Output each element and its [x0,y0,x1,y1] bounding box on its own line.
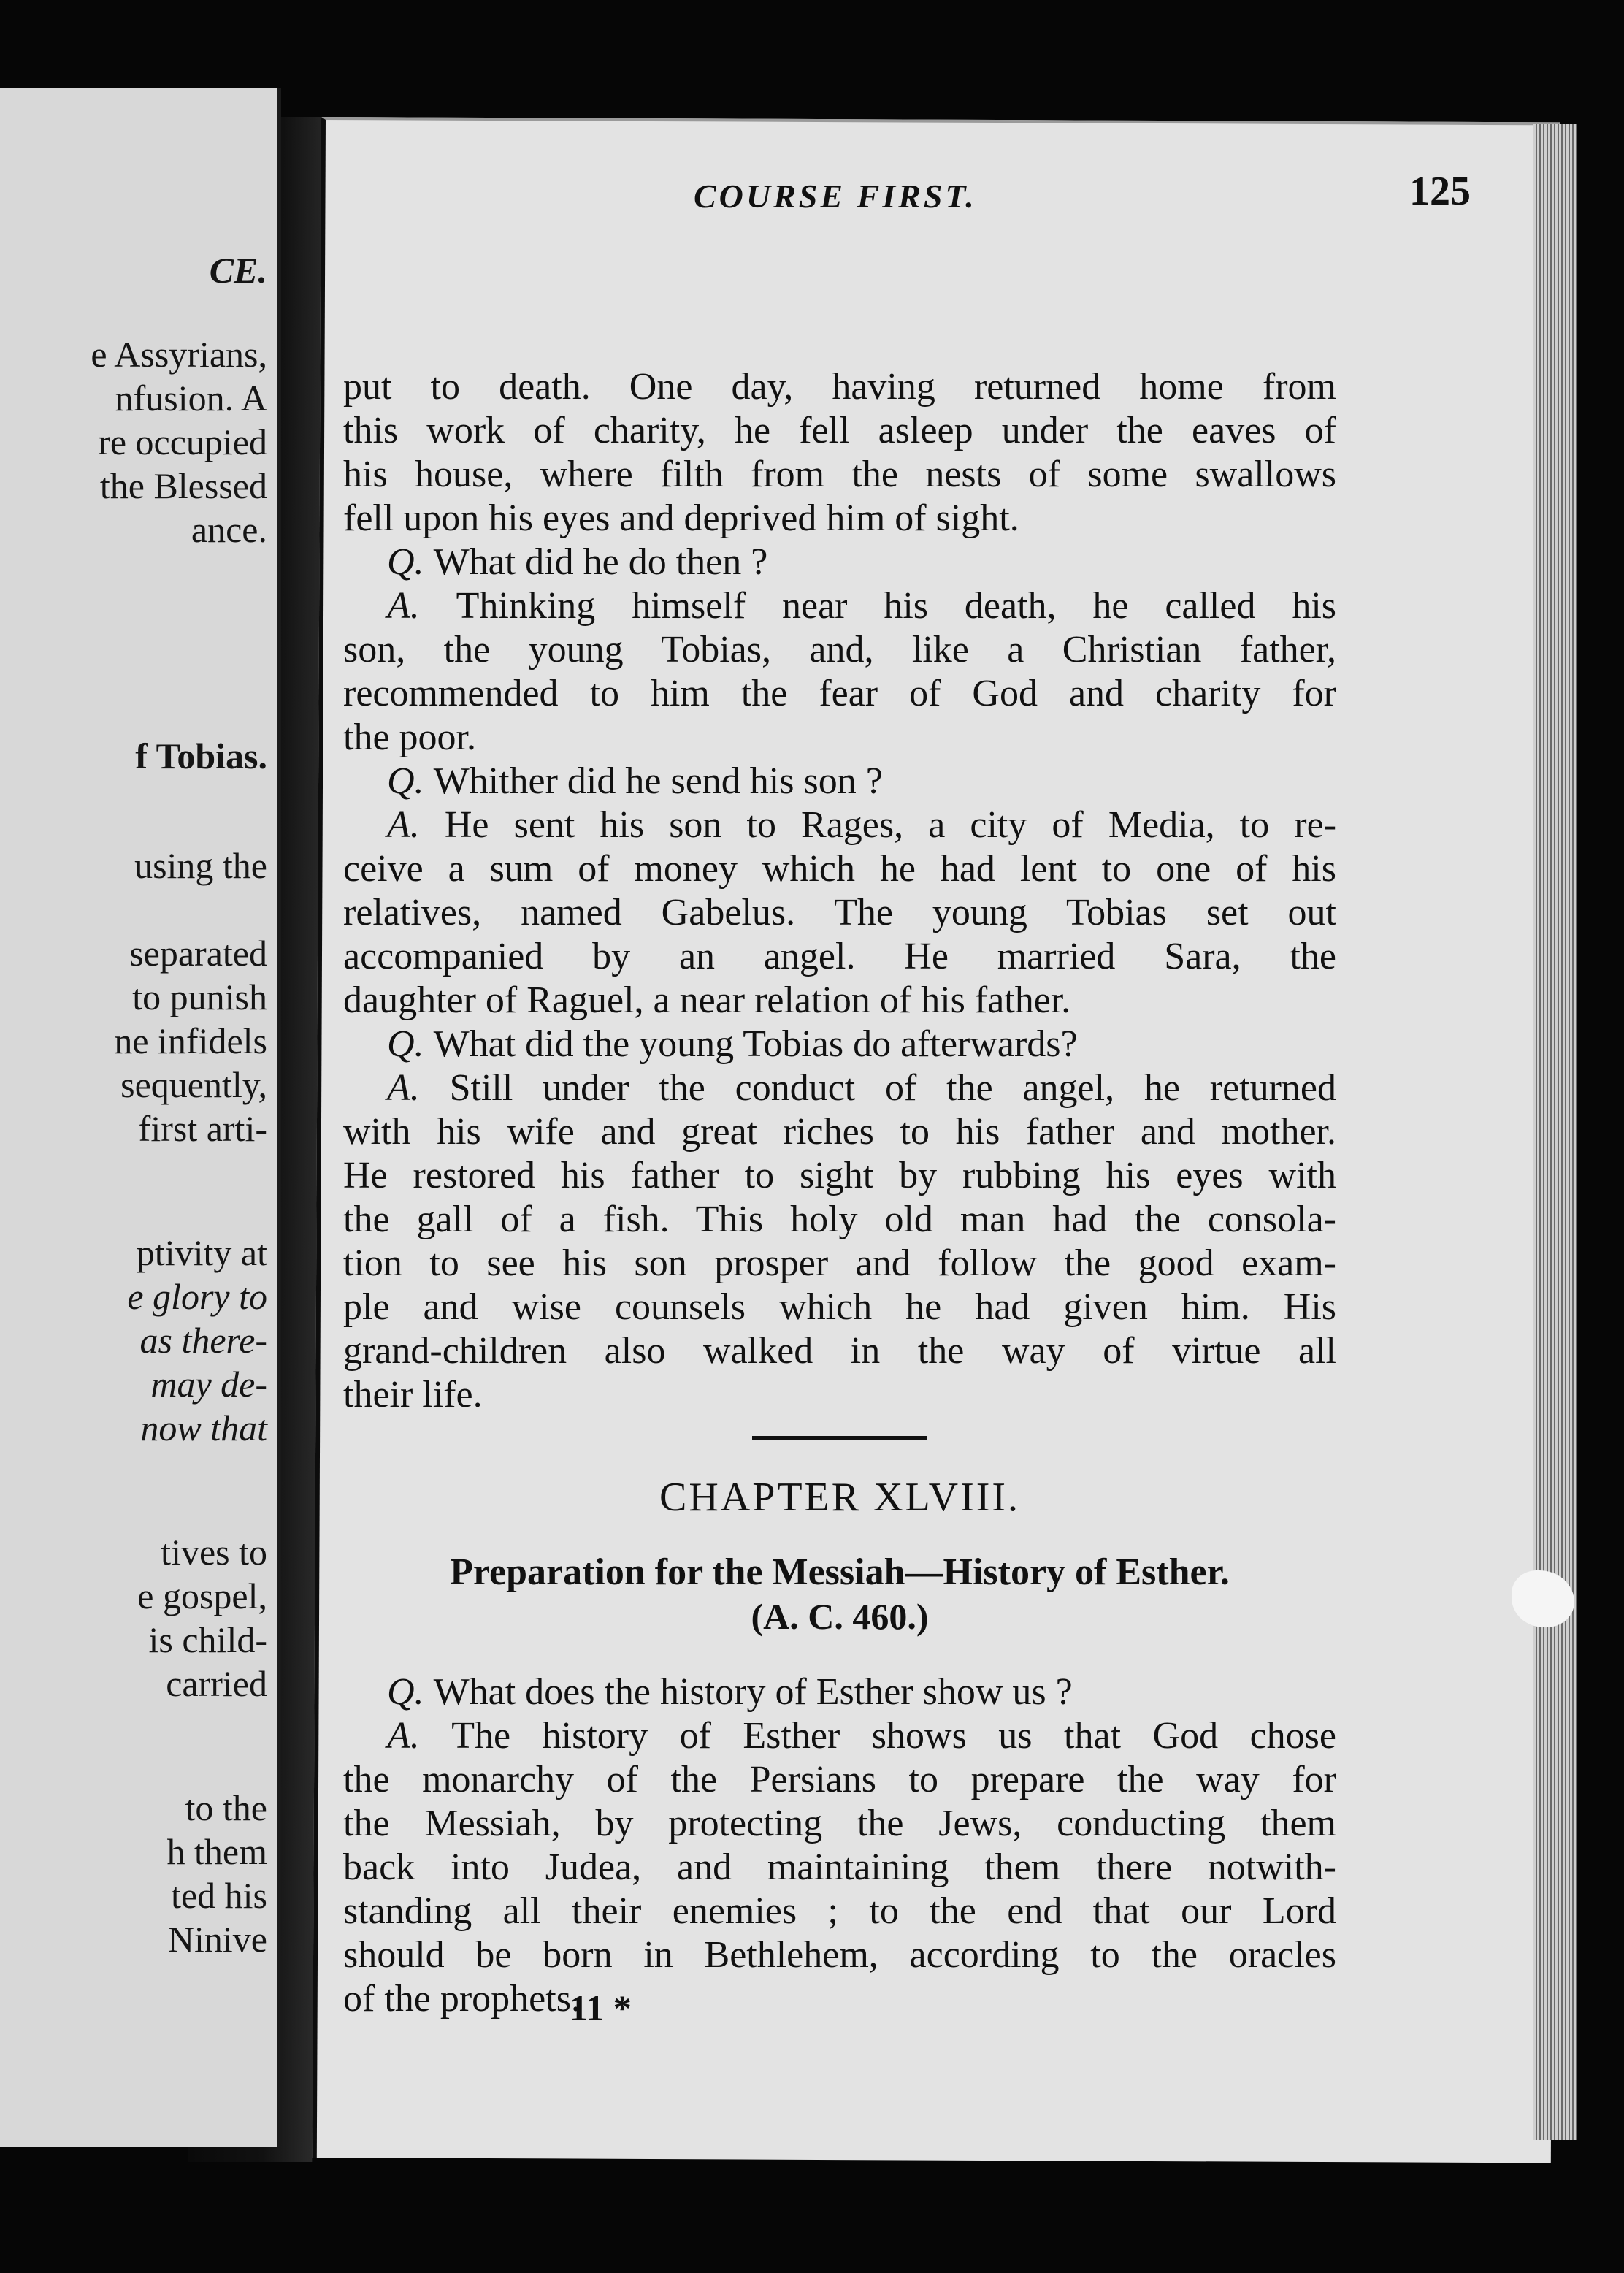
left-page-fragment: e gospel, [137,1575,267,1616]
left-page-fragment: as there- [139,1320,267,1361]
text-line: the Messiah, by protecting the Jews, conducting them [343,1803,1336,1844]
question-marker: Q. [387,1671,434,1713]
left-page-fragment: nfusion. A [115,378,267,419]
left-page-fragment: to the [185,1787,267,1828]
left-page-fragment: f Tobias. [135,736,267,776]
left-page-fragment: re occupied [98,421,267,462]
text-line: the gall of a fish. This holy old man had the consola- [343,1199,1336,1240]
left-facing-page [0,88,281,2147]
page-body [343,365,1336,2021]
text-line: recommended to him the fear of God and charity for [343,673,1336,714]
text-line: this work of charity, he fell asleep under the eaves of [343,410,1336,451]
text-line: put to death. One day, having returned home from [343,366,1336,408]
left-page-fragment: the Blessed [99,465,267,506]
left-page-fragment: h them [166,1831,267,1872]
answer-marker: A. [387,1067,450,1109]
text-line: A. Still under the conduct of the angel, he returned [387,1067,1336,1109]
text-line: daughter of Raguel, a near relation of his father. [343,979,1071,1021]
left-page-fragment: e Assyrians, [91,334,267,375]
running-head [358,168,1471,219]
page-edges [1533,124,1577,2140]
answer-marker: A. [387,804,445,846]
text-line: ple and wise counsels which he had given him. His [343,1286,1336,1328]
left-page-fragment: ance. [191,509,267,550]
left-page-fragment: sequently, [120,1064,267,1105]
chapter-xlvii-conclusion [343,365,1336,1417]
text-line: standing all their enemies ; to the end that our Lord [343,1890,1336,1932]
text-line: his house, where filth from the nests of some swallows [343,454,1336,495]
left-page-fragment: separated [129,933,267,974]
chapter-subtitle: Preparation for the Messiah—History of Esther. [450,1551,1230,1593]
left-page-fragment: Ninive [167,1919,267,1960]
text-line: Q. What did the young Tobias do afterwards? [387,1023,1078,1065]
text-line: A. The history of Esther shows us that God chose [387,1715,1336,1757]
left-page-fragment: ptivity at [136,1232,267,1273]
text-line: the monarchy of the Persians to prepare the way for [343,1759,1336,1800]
text-line: tion to see his son prosper and follow the good exam- [343,1242,1336,1284]
chapter-xlviii-text [343,1670,1336,2021]
text-line: He restored his father to sight by rubbing his eyes with [343,1155,1336,1196]
left-page-fragment: ted his [171,1875,267,1916]
text-line: of the prophets. [343,1978,581,2020]
text-line: relatives, named Gabelus. The young Tobias set out [343,892,1336,933]
left-page-fragment: to punish [132,977,267,1017]
answer-marker: A. [387,1715,452,1757]
chapter-heading: CHAPTER XLVIII. [659,1475,1021,1520]
text-line: Q. Whither did he send his son ? [387,760,883,802]
text-line: their life. [343,1374,483,1416]
signature-mark: 11 * [570,1987,632,2028]
question-marker: Q. [387,1023,434,1065]
text-line: with his wife and great riches to his father and mother. [343,1111,1336,1153]
question-marker: Q. [387,760,434,802]
left-page-fragment: tives to [161,1532,267,1573]
left-page-fragment: first arti- [138,1108,267,1149]
left-page-fragment: e glory to [127,1276,267,1317]
text-line: back into Judea, and maintaining them there notwith- [343,1846,1336,1888]
left-page-fragment: ne infidels [114,1020,267,1061]
text-line: accompanied by an angel. He married Sara, the [343,936,1336,977]
running-title: COURSE FIRST. [694,177,977,215]
section-divider [752,1436,927,1440]
left-page-fragment: now that [140,1407,267,1448]
text-line: the poor. [343,717,476,758]
text-line: should be born in Bethlehem, according to the oracles [343,1934,1336,1976]
chapter-date: (A. C. 460.) [751,1596,929,1637]
left-page-fragment: may de- [150,1364,267,1405]
text-line: Q. What does the history of Esther show us ? [387,1671,1073,1713]
left-page-fragment: carried [166,1663,267,1704]
left-page-fragment: CE. [209,250,267,291]
left-page-fragment: is child- [148,1619,267,1660]
text-line: A. He sent his son to Rages, a city of Media, to re- [387,804,1336,846]
text-line: son, the young Tobias, and, like a Christian father, [343,629,1336,671]
page-number: 125 [1409,169,1471,214]
text-line: ceive a sum of money which he had lent to one of his [343,848,1336,890]
answer-marker: A. [387,585,456,627]
text-line: fell upon his eyes and deprived him of sight. [343,497,1019,539]
left-page-fragment: using the [134,845,267,886]
text-line: A. Thinking himself near his death, he called his [387,585,1336,627]
text-line: grand-children also walked in the way of virtue all [343,1330,1336,1372]
question-marker: Q. [387,541,434,583]
text-line: Q. What did he do then ? [387,541,768,583]
